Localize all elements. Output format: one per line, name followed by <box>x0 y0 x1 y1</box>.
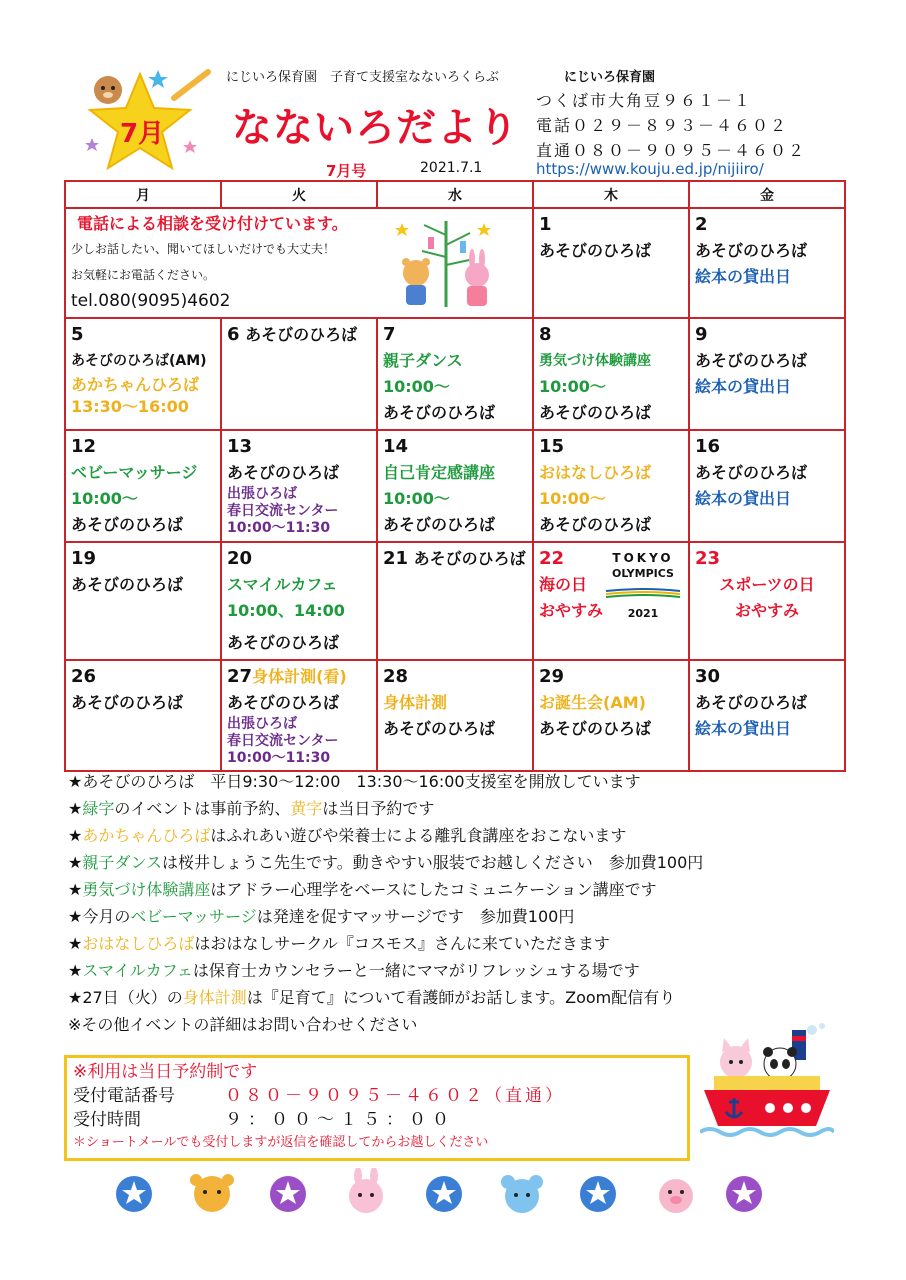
closed-label: おやすみ <box>539 601 604 620</box>
note-text: は桜井しょうこ先生です。動きやすい服装でお越しください 参加費100円 <box>162 853 704 872</box>
note-text: はアドラー心理学をベースにしたコミュニケーション講座です <box>210 880 657 899</box>
day-number: 23 <box>695 548 721 569</box>
notice-phone: tel.080(9095)4602 <box>71 291 231 311</box>
rabbit-face-icon <box>349 1168 383 1213</box>
month-badge-label: 7月 <box>120 119 165 149</box>
note-text: ★ <box>68 799 83 818</box>
event-label: おはなしひろば <box>539 463 652 482</box>
calendar-day-28 <box>377 660 533 771</box>
small-star-icon <box>183 140 197 153</box>
ship-illustration <box>700 1022 834 1146</box>
month-star-badge <box>78 68 218 180</box>
day-number: 8 <box>539 324 552 345</box>
pig-face-icon <box>659 1179 693 1213</box>
note-text: ★ <box>68 826 83 845</box>
hours-value: ９：００～１５：００ <box>225 1110 455 1130</box>
note-highlight: 勇気づけ体験講座 <box>82 880 211 899</box>
calendar-day-13 <box>221 430 377 542</box>
holiday-label: 海の日 <box>539 575 588 594</box>
flower-icon <box>426 1176 462 1212</box>
note-highlight: ベビーマッサージ <box>130 907 257 926</box>
weekday-wed: 水 <box>377 181 533 208</box>
holiday-label: スポーツの日 <box>719 575 815 594</box>
note-highlight: 身体計測 <box>182 988 247 1007</box>
calendar-day-8 <box>533 318 689 430</box>
weekday-thu: 木 <box>533 181 689 208</box>
note-text: ★ <box>68 853 83 872</box>
day-number: 15 <box>539 436 565 457</box>
calendar-day-30 <box>689 660 845 771</box>
note-line <box>68 903 848 930</box>
event-label: あかちゃんひろば <box>71 375 200 394</box>
reservation-title: ※利用は当日予約制です <box>73 1062 258 1082</box>
day-number: 16 <box>695 436 721 457</box>
note-highlight: 黄字 <box>290 799 323 818</box>
tokyo-olympics-logo <box>604 551 682 620</box>
note-text: はおはなしサークル『コスモス』さんに来ていただきます <box>194 934 610 953</box>
calendar-day-29 <box>533 660 689 771</box>
small-star-icon <box>148 70 168 88</box>
note-text: は『足育て』について看護師がお話します。Zoom配信有り <box>246 988 676 1007</box>
event-label: あそびのひろば <box>539 719 652 738</box>
tanabata-illustration <box>394 215 498 311</box>
calendar-week-3 <box>65 430 845 542</box>
note-text: ★ <box>68 880 83 899</box>
address-line: つくば市大角豆９６１－１ <box>536 91 753 110</box>
flower-icon <box>116 1176 152 1212</box>
event-time: 10:00～11:30 <box>227 520 331 536</box>
event-label: 親子ダンス <box>383 351 463 370</box>
mouse-face-icon <box>501 1175 543 1213</box>
closed-label: おやすみ <box>734 601 799 620</box>
calendar-day-20 <box>221 542 377 660</box>
notice-line: お気軽にお電話ください。 <box>71 268 216 282</box>
event-label: あそびのひろば <box>383 403 496 422</box>
day-number: 30 <box>695 666 721 687</box>
event-label: ベビーマッサージ <box>71 463 198 482</box>
event-notes <box>68 768 848 1038</box>
day-number: 27 <box>227 666 253 687</box>
event-label: あそびのひろば <box>71 515 184 534</box>
day-number: 22 <box>539 548 565 569</box>
phone-value: ０８０－９０９５－４６０２（直通） <box>225 1086 565 1106</box>
day-number: 5 <box>71 324 84 345</box>
day-number: 29 <box>539 666 565 687</box>
event-label: あそびのひろば <box>383 515 496 534</box>
contact-address <box>536 88 806 163</box>
day-number: 20 <box>227 548 253 569</box>
note-highlight: あかちゃんひろば <box>82 826 211 845</box>
calendar-day-26 <box>65 660 221 771</box>
event-label: あそびのひろば <box>71 693 184 712</box>
day-number: 26 <box>71 666 97 687</box>
calendar-table <box>64 180 846 772</box>
calendar-week-5 <box>65 660 845 771</box>
website-link[interactable]: https://www.kouju.ed.jp/nijiiro/ <box>536 160 764 178</box>
note-highlight: スマイルカフェ <box>82 961 193 980</box>
notice-title: 電話による相談を受け付けています。 <box>77 214 348 233</box>
note-highlight: 親子ダンス <box>82 853 163 872</box>
dog-face-icon <box>94 76 122 104</box>
day-number: 28 <box>383 666 409 687</box>
phone-consultation-notice <box>65 208 533 318</box>
note-text: ★ <box>68 934 83 953</box>
calendar-day-9 <box>689 318 845 430</box>
decorative-garland <box>110 1168 770 1216</box>
bear-face-icon <box>190 1174 234 1212</box>
reservation-fine-print: ＊ショートメールでも受付しますが返信を確認してからお越しください <box>73 1135 489 1150</box>
calendar-day-12 <box>65 430 221 542</box>
organization-subtitle: にじいろ保育園 子育て支援室なないろくらぶ <box>226 70 500 85</box>
event-time: 10:00～11:30 <box>227 750 331 766</box>
weekday-mon: 月 <box>65 181 221 208</box>
newsletter-title: なないろだより <box>232 105 519 151</box>
notice-line: 少しお話したい、聞いてほしいだけでも大丈夫！ <box>71 242 336 256</box>
note-line <box>68 822 848 849</box>
note-text: は保育士カウンセラーと一緒にママがリフレッシュする場です <box>192 961 640 980</box>
day-number: 21 <box>383 548 409 569</box>
small-star-icon <box>85 138 99 151</box>
event-label: 絵本の貸出日 <box>695 377 792 396</box>
note-text: はふれあい遊びや栄養士による離乳食講座をおこないます <box>210 826 627 845</box>
note-line <box>68 795 848 822</box>
calendar-week-4 <box>65 542 845 660</box>
note-line <box>68 957 848 984</box>
event-label: 絵本の貸出日 <box>695 719 792 738</box>
hours-label: 受付時間 <box>73 1110 141 1130</box>
note-line <box>68 849 848 876</box>
event-time: 10:00～ <box>383 489 450 508</box>
calendar-day-27 <box>221 660 377 771</box>
organization-name: にじいろ保育園 <box>564 70 656 85</box>
note-text: は発達を促すマッサージです 参加費100円 <box>256 907 575 926</box>
reservation-info-box <box>64 1055 690 1161</box>
day-number: 6 <box>227 324 240 345</box>
event-label: あそびのひろば <box>71 575 184 594</box>
calendar-day-23 <box>689 542 845 660</box>
event-label: あそびのひろば(AM) <box>71 353 207 369</box>
day-number: 1 <box>539 214 552 235</box>
event-label: 勇気づけ体験講座 <box>539 353 651 369</box>
phone-line: 電話０２９－８９３－４６０２ <box>536 116 789 135</box>
note-text: ★27日（火）の <box>68 988 183 1007</box>
rabbit-face-icon <box>465 263 489 287</box>
weekday-tue: 火 <box>221 181 377 208</box>
logo-text: 2021 <box>627 607 659 620</box>
event-time: 10:00、14:00 <box>227 601 345 620</box>
note-text: ★今月の <box>68 907 131 926</box>
event-label: あそびのひろば <box>539 403 652 422</box>
day-number: 9 <box>695 324 708 345</box>
note-text: は当日予約です <box>322 799 435 818</box>
weekday-header-row <box>65 181 845 208</box>
event-label: 絵本の貸出日 <box>695 267 792 286</box>
event-label: スマイルカフェ <box>227 575 338 594</box>
event-label: あそびのひろば <box>539 515 652 534</box>
note-line <box>68 930 848 957</box>
note-line: ※その他イベントの詳細はお問い合わせください <box>68 1015 418 1034</box>
calendar-week-2 <box>65 318 845 430</box>
calendar-day-16 <box>689 430 845 542</box>
calendar-day-19 <box>65 542 221 660</box>
calendar-day-21 <box>377 542 533 660</box>
reservation-hours-row <box>73 1108 681 1132</box>
calendar-day-5 <box>65 318 221 430</box>
calendar-week-1 <box>65 208 845 318</box>
flower-icon <box>580 1176 616 1212</box>
note-highlight: おはなしひろば <box>82 934 195 953</box>
phone-label: 受付電話番号 <box>73 1086 175 1106</box>
event-time: 10:00～ <box>71 489 138 508</box>
flower-icon <box>726 1176 762 1212</box>
event-time: 10:00～ <box>383 377 450 396</box>
olympic-stripes-icon <box>604 587 682 599</box>
calendar-day-22 <box>533 542 689 660</box>
direct-phone-line: 直通０８０－９０９５－４６０２ <box>536 141 807 160</box>
day-number: 2 <box>695 214 708 235</box>
day-number: 14 <box>383 436 409 457</box>
event-location: 春日交流センター <box>227 733 339 749</box>
calendar-day-1 <box>533 208 689 318</box>
event-label: あそびのひろば <box>227 633 340 652</box>
note-line <box>68 876 848 903</box>
event-label: 出張ひろば <box>227 716 297 732</box>
day-number: 19 <box>71 548 97 569</box>
calendar-day-2 <box>689 208 845 318</box>
event-tag: 身体計測(看) <box>252 667 347 686</box>
event-time: 10:00～ <box>539 377 606 396</box>
event-time: 10:00～ <box>539 489 606 508</box>
event-label: お誕生会(AM) <box>539 693 646 712</box>
event-label: あそびのひろば <box>227 463 340 482</box>
event-label: あそびのひろば <box>539 241 652 260</box>
event-label: あそびのひろば <box>695 463 808 482</box>
event-label: あそびのひろば <box>695 693 808 712</box>
event-label: あそびのひろば <box>695 351 808 370</box>
day-number: 12 <box>71 436 97 457</box>
logo-text: OLYMPICS <box>612 567 674 580</box>
calendar-day-7 <box>377 318 533 430</box>
calendar-day-15 <box>533 430 689 542</box>
issue-label: 7月号 <box>326 162 367 180</box>
flower-icon <box>270 1176 306 1212</box>
weekday-fri: 金 <box>689 181 845 208</box>
event-label: あそびのひろば <box>695 241 808 260</box>
calendar-day-6 <box>221 318 377 430</box>
reservation-phone-row <box>73 1084 681 1108</box>
event-label: 自己肯定感講座 <box>383 463 496 482</box>
event-label: あそびのひろば <box>227 693 340 712</box>
event-location: 春日交流センター <box>227 503 339 519</box>
event-label: 絵本の貸出日 <box>695 489 792 508</box>
event-label: あそびのひろば <box>245 325 358 344</box>
issue-date: 2021.7.1 <box>420 160 483 176</box>
logo-text: TOKYO <box>612 551 674 565</box>
calendar-day-14 <box>377 430 533 542</box>
note-highlight: 緑字 <box>82 799 115 818</box>
note-line: ★あそびのひろば 平日9:30～12:00 13:30～16:00支援室を開放しています <box>68 772 641 791</box>
event-label: 身体計測 <box>383 693 448 712</box>
event-time: 13:30～16:00 <box>71 397 189 416</box>
event-label: あそびのひろば <box>383 719 496 738</box>
note-line <box>68 984 848 1011</box>
note-text: のイベントは事前予約、 <box>114 799 291 818</box>
event-label: 出張ひろば <box>227 486 297 502</box>
note-text: ★ <box>68 961 83 980</box>
day-number: 13 <box>227 436 253 457</box>
day-number: 7 <box>383 324 396 345</box>
event-label: あそびのひろば <box>413 549 526 568</box>
